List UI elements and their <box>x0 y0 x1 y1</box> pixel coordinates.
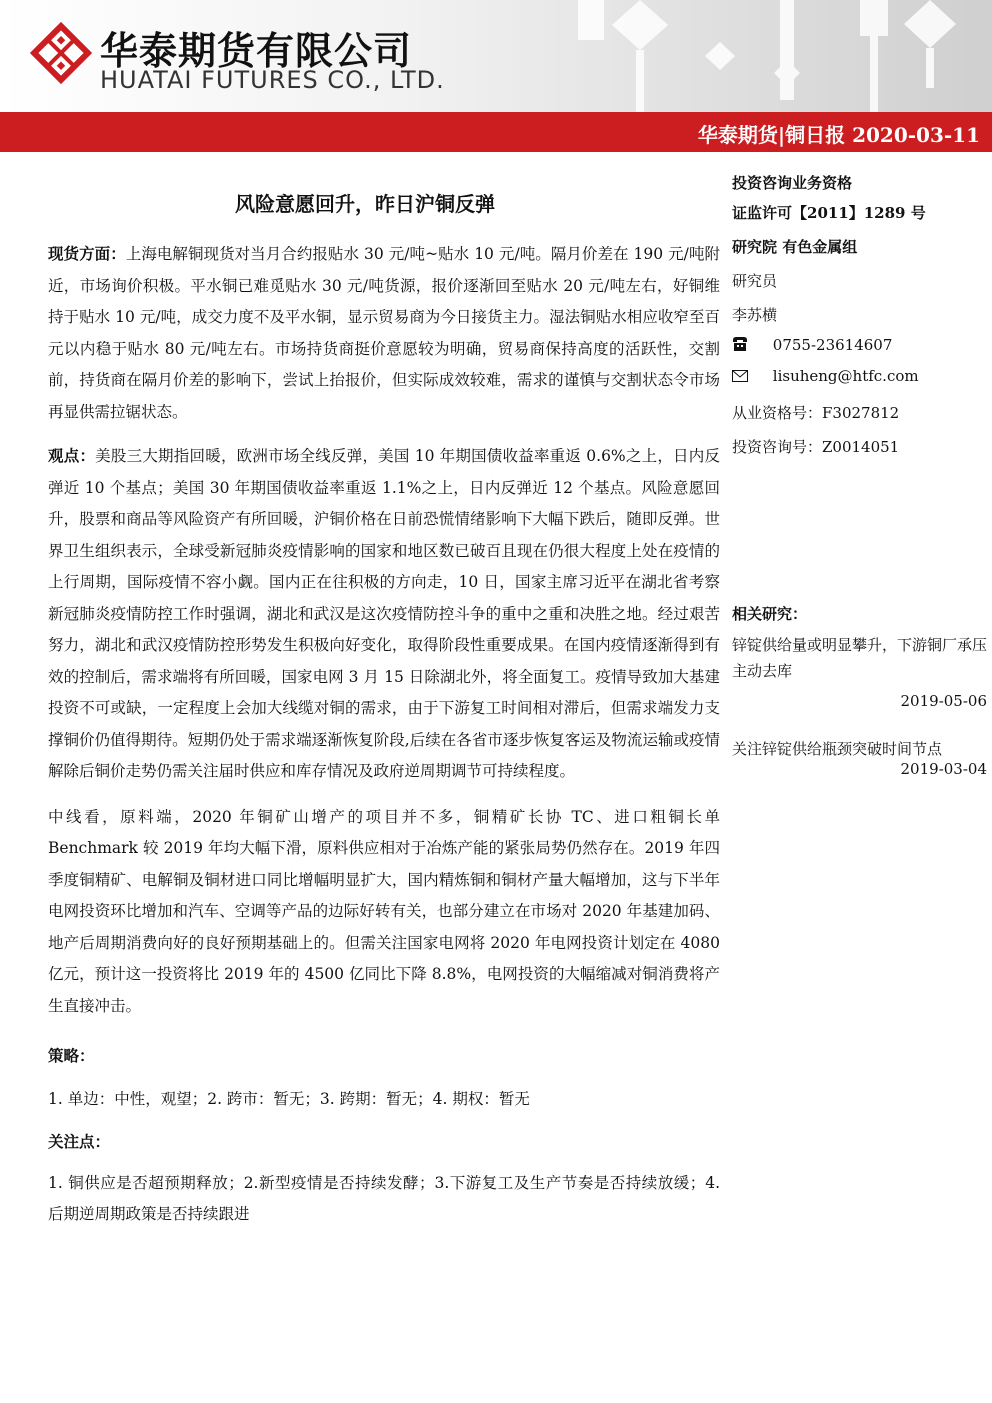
related-item-1-title[interactable]: 锌锭供给量或明显攀升，下游铜厂承压主动去库 <box>732 636 988 680</box>
spot-paragraph <box>48 238 720 428</box>
researcher-role: 研究员 <box>732 272 778 290</box>
main-content <box>48 238 720 1231</box>
practice-number: 从业资格号：F3027812 <box>732 404 900 422</box>
report-banner <box>0 112 992 152</box>
company-logo-icon <box>30 22 92 84</box>
related-research-title: 相关研究： <box>732 605 808 623</box>
midterm-paragraph: 中线看，原料端，2020 年铜矿山增产的项目并不多，铜精矿长协 TC、进口粗铜长单 Benchmark 较 2019 年均大幅下滑，原料供应相对于冶炼产能的紧张局势仍然存在。2019 年四季度铜精矿、电解铜及铜材进口同比增幅明显扩大，国内精炼铜和铜材产量大幅增加，这与下半年电网投资环比增加和汽车、空调等产品的边际好转有关，也部分建立在市场对 2020 年基建加码、地产后周期消费向好的良好预期基础上的。但需关注国家电网将 2020 年电网投资计划定在 4080 亿元，预计这一投资将比 2019 年的 4500 亿同比下降 8.8%，电网投资的大幅缩减对铜消费将产生直接冲击。 <box>48 807 720 1015</box>
related-item-2-title[interactable]: 关注锌锭供给瓶颈突破时间节点 <box>732 740 943 758</box>
institute-name: 研究院 有色金属组 <box>732 238 858 256</box>
email-address[interactable]: lisuheng@htfc.com <box>772 367 919 385</box>
focus-text: 1. 铜供应是否超预期释放；2.新型疫情是否持续发酵；3.下游复工及生产节奏是否持续放缓；4. 后期逆周期政策是否持续跟进 <box>48 1173 720 1223</box>
consult-number: 投资咨询号：Z0014051 <box>732 438 900 456</box>
view-text: 美股三大期指回暖，欧洲市场全线反弹，美国 10 年期国债收益率重返 0.6%之上，日内反弹近 10 个基点；美国 30 年期国债收益率重返 1.1%之上，日内反弹近 12 个基点。风险意愿回升，股票和商品等风险资产有所回暖，沪铜价格在日前恐慌情绪影响下大幅下跌后，随即反弹。世界卫生组织表示，全球受新冠肺炎疫情影响的国家和地区数已破百且现在仍很大程度上处在疫情的上行周期，国际疫情不容小觑。国内正在往积极的方向走，10 日，国家主席习近平在湖北省考察新冠肺炎疫情防控工作时强调，湖北和武汉是这次疫情防控斗争的重中之重和决胜之地。经过艰苦努力，湖北和武汉疫情防控形势发生积极向好变化，取得阶段性重要成果。在国内疫情逐渐得到有效的控制后，需求端将有所回暖，国家电网 3 月 15 日除湖北外，将全面复工。疫情导致加大基建投资不可或缺，一定程度上会加大线缆对铜的需求，由于下游复工时间相对滞后，但需求端发力支撑铜价仍值得期待。短期仍处于需求端逐渐恢复阶段,后续在各省市逐步恢复客运及物流运输或疫情解除后铜价走势仍需关注届时供应和库存情况及政府逆周期调节可持续程度。 <box>48 447 720 780</box>
view-label: 观点： <box>48 446 96 465</box>
view-paragraph <box>48 440 720 788</box>
header-decoration <box>560 0 992 112</box>
envelope-icon <box>732 370 748 382</box>
strategy-heading: 策略： <box>48 1046 95 1065</box>
spot-text: 上海电解铜现货对当月合约报贴水 30 元/吨~贴水 10 元/吨。隔月价差在 190 元/吨附近，市场询价积极。平水铜已难觅贴水 30 元/吨货源，报价逐渐回至贴水 20 元/吨左右，好铜维持于贴水 10 元/吨，成交力度不及平水铜，显示贸易商为今日接货主力。湿法铜贴水相应收窄至百元以内稳于贴水 80 元/吨左右。市场持货商挺价意愿较为明确，贸易商保持高度的活跃性，交割前，持货商在隔月价差的影响下，尝试上抬报价，但实际成效较难，需求的谨慎与交割状态令市场再显供需拉锯状态。 <box>48 245 720 421</box>
qualification-title: 投资咨询业务资格 <box>732 174 853 192</box>
focus-heading: 关注点： <box>48 1131 111 1151</box>
report-title: 风险意愿回升，昨日沪铜反弹 <box>235 192 495 216</box>
phone-number: 0755-23614607 <box>772 336 893 354</box>
company-name-en: HUATAI FUTURES CO., LTD. <box>100 66 445 94</box>
phone-icon <box>732 337 748 351</box>
spot-label: 现货方面： <box>48 244 126 263</box>
report-banner-text: 华泰期货|铜日报 2020-03-11 <box>697 123 980 147</box>
company-name-cn: 华泰期货有限公司 <box>100 29 413 73</box>
email-row <box>732 367 919 385</box>
license-number: 证监许可【2011】1289 号 <box>732 204 926 222</box>
page-header <box>0 0 992 112</box>
phone-row <box>732 336 892 354</box>
strategy-text: 1. 单边：中性，观望；2. 跨市：暂无；3. 跨期：暂无；4. 期权：暂无 <box>48 1090 530 1108</box>
related-item-1-date: 2019-05-06 <box>900 692 987 710</box>
related-item-2-date: 2019-03-04 <box>900 760 987 778</box>
researcher-name: 李苏横 <box>732 306 778 324</box>
